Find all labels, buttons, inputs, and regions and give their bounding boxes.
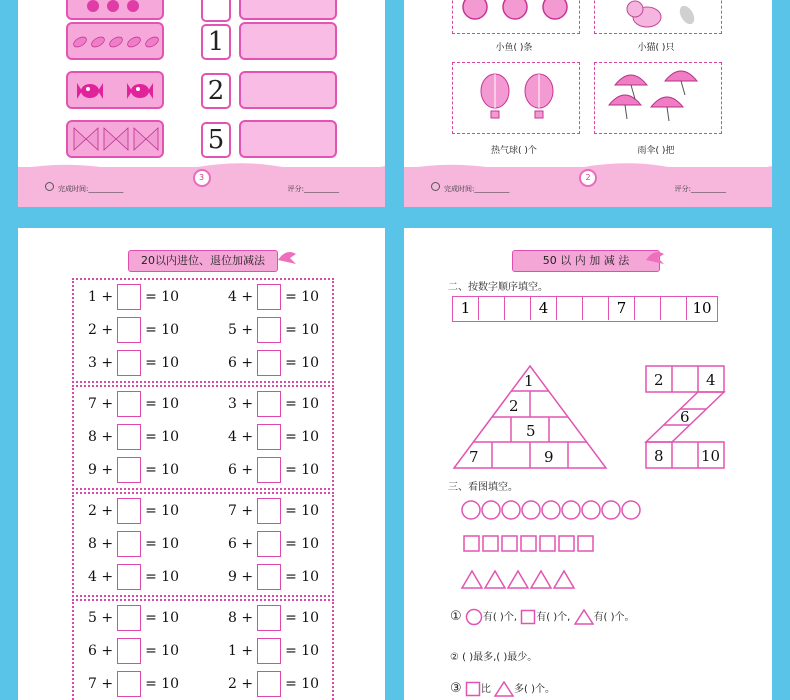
picture-box-fish — [452, 0, 580, 34]
equation — [228, 671, 319, 697]
equation-right: = 10 — [285, 322, 320, 338]
section-3-heading: 三、看图填空。 — [448, 482, 518, 493]
equation-left: 3 + — [88, 355, 114, 371]
equation-right: = 10 — [285, 536, 320, 552]
answer-box-5[interactable] — [239, 120, 337, 158]
more-text: 多( )个。 — [514, 684, 556, 695]
answer-blank[interactable] — [117, 284, 141, 310]
equation-left: 6 + — [228, 462, 254, 478]
square-icon — [520, 609, 536, 625]
score-label: 评分:__________ — [287, 185, 339, 193]
equation-left: 8 + — [88, 429, 114, 445]
equation — [228, 457, 319, 483]
equation — [88, 391, 179, 417]
equation-left: 4 + — [88, 569, 114, 585]
equation-right: = 10 — [145, 643, 180, 659]
bird-icon — [644, 246, 668, 268]
equation — [228, 531, 319, 557]
z-number: 4 — [706, 371, 716, 389]
picture-box-cat — [594, 0, 722, 34]
score-label: 评分:__________ — [674, 185, 726, 193]
sequence-cell[interactable] — [557, 297, 583, 320]
answer-blank[interactable] — [257, 605, 281, 631]
picture-box-umbrellas — [594, 62, 722, 134]
smiley-icon — [431, 182, 440, 191]
equation-right: = 10 — [285, 462, 320, 478]
number-box-top — [201, 0, 231, 22]
worksheet-page-2 — [404, 0, 772, 207]
equation-right: = 10 — [285, 355, 320, 371]
question-number: ① — [450, 609, 462, 624]
completion-time-label: 完成时间:__________ — [58, 185, 124, 193]
sequence-cell: 1 — [453, 297, 479, 320]
equation-left: 3 + — [228, 396, 254, 412]
equation-right: = 10 — [145, 429, 180, 445]
compare-text: 比 — [480, 684, 491, 695]
equation — [88, 317, 179, 343]
sequence-cell: 10 — [692, 299, 712, 317]
caption-balloons: 热气球( )个 — [491, 146, 537, 156]
answer-blank[interactable] — [117, 350, 141, 376]
sequence-cell: 7 — [609, 297, 635, 320]
answer-blank[interactable] — [257, 531, 281, 557]
smiley-icon — [45, 182, 54, 191]
z-number: 2 — [654, 371, 664, 389]
answer-blank[interactable] — [257, 638, 281, 664]
equation — [228, 391, 319, 417]
equation-left: 9 + — [228, 569, 254, 585]
equation-right: = 10 — [285, 569, 320, 585]
worksheet-addition-20 — [18, 228, 385, 700]
equation-left: 6 + — [228, 355, 254, 371]
sequence-cell[interactable] — [635, 297, 661, 320]
number-pyramid — [452, 364, 608, 470]
page-title-banner: 20以内进位、退位加减法 — [128, 250, 278, 272]
equation-group — [72, 278, 334, 383]
answer-blank[interactable] — [117, 531, 141, 557]
equation-left: 7 + — [228, 503, 254, 519]
equation — [228, 350, 319, 376]
answer-box-top[interactable] — [239, 0, 337, 20]
picture-box-butterflies — [66, 120, 164, 158]
equation-right: = 10 — [145, 610, 180, 626]
equation-right: = 10 — [145, 289, 180, 305]
caption-fish: 小鱼( )条 — [495, 43, 533, 53]
answer-blank[interactable] — [117, 605, 141, 631]
equation — [228, 638, 319, 664]
equation — [88, 284, 179, 310]
equation-left: 6 + — [228, 536, 254, 552]
equation-right: = 10 — [145, 355, 180, 371]
equation — [88, 457, 179, 483]
sequence-cell[interactable] — [505, 297, 531, 320]
equation — [228, 605, 319, 631]
pyramid-number: 5 — [526, 422, 536, 440]
equation-right: = 10 — [145, 536, 180, 552]
page-number: 3 — [193, 169, 211, 187]
squares-row — [462, 534, 596, 554]
equation-right: = 10 — [285, 396, 320, 412]
triangle-icon — [574, 609, 594, 625]
z-number: 10 — [701, 447, 721, 465]
question-3 — [450, 680, 555, 697]
answer-blank[interactable] — [257, 350, 281, 376]
answer-blank[interactable] — [257, 564, 281, 590]
page-footer — [404, 167, 772, 207]
equation — [228, 564, 319, 590]
completion-time-label: 完成时间:__________ — [444, 185, 510, 193]
equation — [228, 424, 319, 450]
sequence-cell[interactable] — [661, 297, 687, 320]
equation — [88, 350, 179, 376]
equation-right: = 10 — [285, 676, 320, 692]
sequence-cell[interactable] — [583, 297, 609, 320]
answer-blank[interactable] — [257, 671, 281, 697]
equation-right: = 10 — [145, 322, 180, 338]
equation — [228, 284, 319, 310]
section-2-heading: 二、按数字顺序填空。 — [448, 282, 548, 293]
page-title-banner: 50 以 内 加 减 法 — [512, 250, 660, 272]
pyramid-number: 9 — [544, 448, 554, 466]
circles-row — [460, 498, 644, 522]
picture-box-flowers — [66, 0, 164, 20]
answer-blank[interactable] — [257, 284, 281, 310]
worksheet-addition-50 — [404, 228, 772, 700]
answer-blank[interactable] — [257, 391, 281, 417]
equation-left: 7 + — [88, 396, 114, 412]
equation-left: 2 + — [88, 322, 114, 338]
pyramid-number: 7 — [469, 448, 479, 466]
answer-blank[interactable] — [257, 457, 281, 483]
equation-right: = 10 — [285, 289, 320, 305]
equation-right: = 10 — [285, 643, 320, 659]
equation — [88, 531, 179, 557]
square-icon — [465, 681, 481, 697]
pyramid-number: 1 — [524, 372, 534, 390]
question-number: ③ — [450, 681, 462, 696]
equation-left: 2 + — [228, 676, 254, 692]
equation — [88, 424, 179, 450]
answer-blank[interactable] — [257, 498, 281, 524]
equation-left: 5 + — [228, 322, 254, 338]
answer-blank[interactable] — [117, 391, 141, 417]
triangle-icon — [494, 681, 514, 697]
equation-group — [72, 385, 334, 490]
caption-umbrellas: 雨伞( )把 — [637, 146, 675, 156]
equation-right: = 10 — [285, 610, 320, 626]
equation-right: = 10 — [145, 569, 180, 585]
equation-left: 6 + — [88, 643, 114, 659]
number-box-5: 5 — [201, 122, 231, 158]
z-number: 6 — [680, 408, 690, 426]
sequence-cell[interactable] — [479, 297, 505, 320]
question-2: ② ( )最多,( )最少。 — [450, 652, 538, 663]
equation-left: 8 + — [88, 536, 114, 552]
equation-left: 4 + — [228, 289, 254, 305]
answer-blank[interactable] — [117, 671, 141, 697]
equation-left: 2 + — [88, 503, 114, 519]
answer-blank[interactable] — [117, 498, 141, 524]
equation-left: 9 + — [88, 462, 114, 478]
picture-box-leaves — [66, 22, 164, 60]
equation-group — [72, 599, 334, 700]
triangles-row — [460, 568, 576, 590]
answer-box-1[interactable] — [239, 22, 337, 60]
equation-right: = 10 — [145, 462, 180, 478]
number-box-2: 2 — [201, 73, 231, 109]
equation — [88, 605, 179, 631]
equation-left: 8 + — [228, 610, 254, 626]
caption-cat: 小猫( )只 — [637, 43, 675, 53]
equation-right: = 10 — [145, 396, 180, 412]
equation — [228, 498, 319, 524]
equation-right: = 10 — [145, 676, 180, 692]
equation-group — [72, 492, 334, 597]
answer-blank[interactable] — [117, 564, 141, 590]
answer-blank[interactable] — [257, 424, 281, 450]
sequence-cell: 4 — [531, 297, 557, 320]
answer-blank[interactable] — [117, 638, 141, 664]
equation — [88, 638, 179, 664]
answer-blank[interactable] — [117, 457, 141, 483]
answer-blank[interactable] — [117, 317, 141, 343]
equation — [88, 498, 179, 524]
question-1 — [450, 608, 635, 626]
equation-right: = 10 — [145, 503, 180, 519]
answer-blank[interactable] — [257, 317, 281, 343]
equation — [88, 564, 179, 590]
circle-icon — [465, 608, 483, 626]
equation — [88, 671, 179, 697]
square-count-text: 有( )个, — [536, 612, 571, 623]
answer-box-2[interactable] — [239, 71, 337, 109]
triangle-count-text: 有( )个。 — [593, 612, 635, 623]
bird-icon — [276, 246, 298, 268]
page-number: 2 — [579, 169, 597, 187]
z-number: 8 — [654, 447, 664, 465]
equation-left: 4 + — [228, 429, 254, 445]
number-z-shape — [644, 364, 728, 470]
answer-blank[interactable] — [117, 424, 141, 450]
picture-box-balloons — [452, 62, 580, 134]
equation-right: = 10 — [285, 429, 320, 445]
number-sequence — [452, 296, 718, 322]
worksheet-page-3 — [18, 0, 385, 207]
equation-left: 5 + — [88, 610, 114, 626]
number-box-1: 1 — [201, 24, 231, 60]
equation — [228, 317, 319, 343]
equation-right: = 10 — [285, 503, 320, 519]
equation-left: 1 + — [228, 643, 254, 659]
circle-count-text: 有( )个, — [482, 612, 518, 623]
equation-left: 7 + — [88, 676, 114, 692]
picture-box-candies — [66, 71, 164, 109]
pyramid-number: 2 — [509, 397, 519, 415]
equation-left: 1 + — [88, 289, 114, 305]
page-footer — [18, 167, 385, 207]
